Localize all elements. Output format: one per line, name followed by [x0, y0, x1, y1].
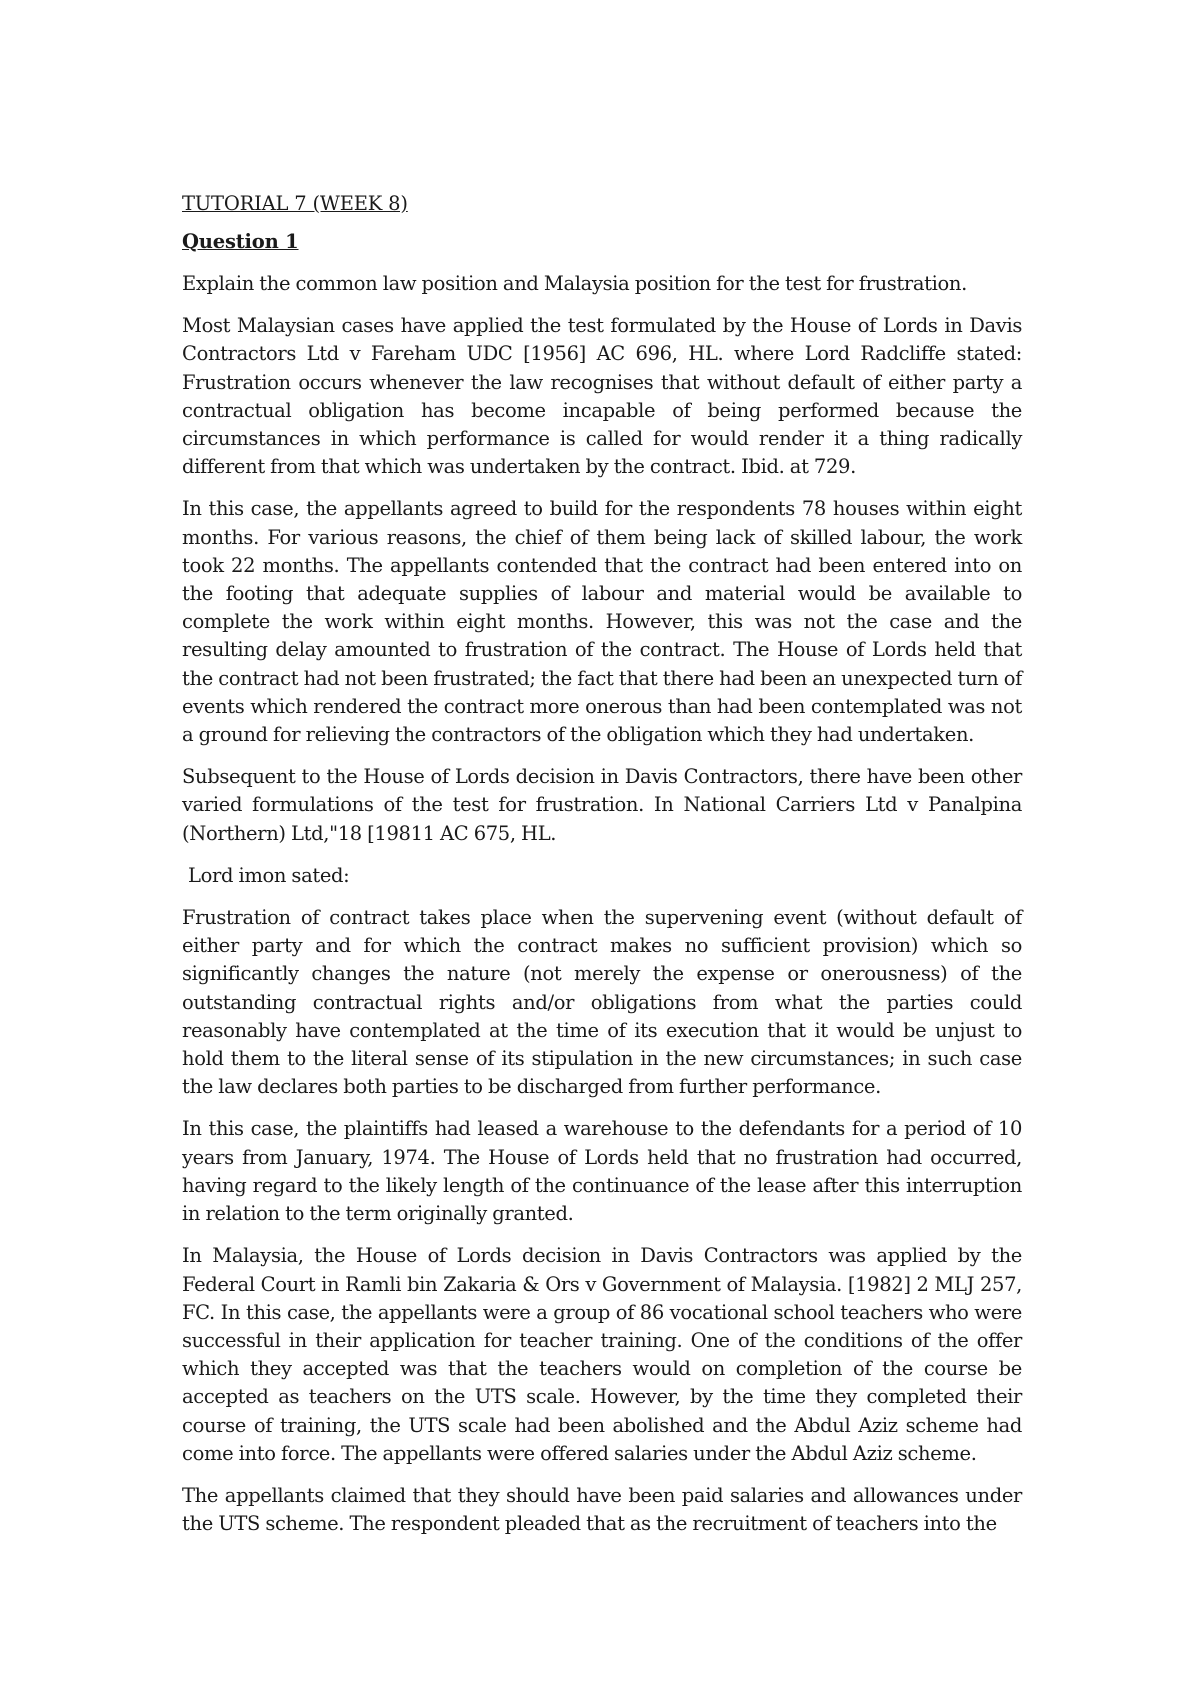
paragraph-davis-facts: In this case, the appellants agreed to build for the respondents 78 houses within eight months. For various reasons, the chief of them being lack of skilled labour, the work took 22 months. The appellants contended that the contract had been entered into on the footing that adequate supplies of labour and material would be available to complete the work within eight months. However, this was not the case and the resulting delay amounted to frustration of the contract. The House of Lords held that the contract had not been frustrated; the fact that there had been an unexpected turn of events which rendered the contract more onerous than had been contemplated was not a ground for relieving the contractors of the obligation which they had undertaken.: [182, 497, 1022, 747]
document-page: [182, 190, 1022, 1552]
paragraph-davis-test: Most Malaysian cases have applied the test formulated by the House of Lords in Davis Contractors Ltd v Fareham UDC [1956] AC 696, HL. where Lord Radcliffe stated: Frustration occurs whenever the law recognises that without default of either party a contractual obligation has become incapable of being performed because the circumstances in which performance is called for would render it a thing radically different from that which was undertaken by the contract. Ibid. at 729.: [182, 314, 1022, 479]
paragraph-warehouse-lease: In this case, the plaintiffs had leased a warehouse to the defendants for a period of 10 years from January, 1974. The House of Lords held that no frustration had occurred, having regard to the likely length of the continuance of the lease after this interruption in relation to the term originally granted.: [182, 1117, 1022, 1226]
document-title: TUTORIAL 7 (WEEK 8): [182, 192, 408, 215]
paragraph-lord-simon: Lord imon sated:: [188, 863, 350, 887]
question-heading: Question 1: [182, 230, 299, 253]
paragraph-national-carriers: Subsequent to the House of Lords decision in Davis Contractors, there have been other varied formulations of the test for frustration. In National Carriers Ltd v Panalpina (Northern) Ltd,"18 [19811 AC 675, HL.: [182, 765, 1022, 845]
paragraph-frustration-quote: Frustration of contract takes place when the supervening event (without default of either party and for which the contract makes no sufficient provision) which so significantly changes the nature (not merely the expense or onerousness) of the outstanding contractual rights and/or obligations from what the parties could reasonably have contemplated at the time of its execution that it would be unjust to hold them to the literal sense of its stipulation in the new circumstances; in such case the law declares both parties to be discharged from further performance.: [182, 906, 1022, 1099]
paragraph-ramli-case: In Malaysia, the House of Lords decision in Davis Contractors was applied by the Federal Court in Ramli bin Zakaria & Ors v Government of Malaysia. [1982] 2 MLJ 257, FC. In this case, the appellants were a group of 86 vocational school teachers who were successful in their application for teacher training. One of the conditions of the offer which they accepted was that the teachers would on completion of the course be accepted as teachers on the UTS scale. However, by the time they completed their course of training, the UTS scale had been abolished and the Abdul Aziz scheme had come into force. The appellants were offered salaries under the Abdul Aziz scheme.: [182, 1244, 1022, 1465]
question-text: Explain the common law position and Malaysia position for the test for frustration.: [182, 272, 967, 295]
paragraph-uts-claim: The appellants claimed that they should have been paid salaries and allowances under the UTS scheme. The respondent pleaded that as the recruitment of teachers into the: [182, 1483, 1022, 1536]
